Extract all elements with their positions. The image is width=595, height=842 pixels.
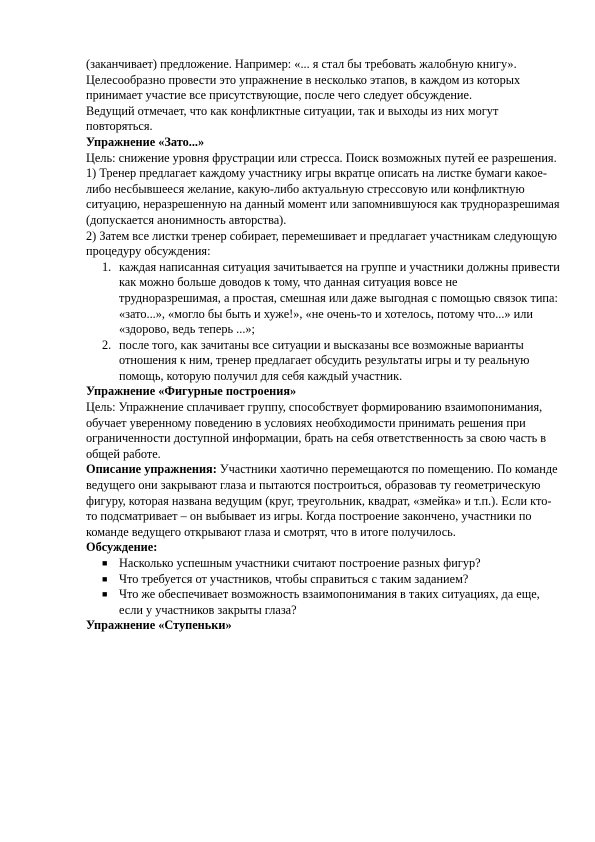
square-bullet-icon: ■ — [102, 573, 108, 584]
description-text: Участники хаотично перемещаются по помещению. По команде ведущего они закрывают глаза и пытаются построиться, образовав ту геометрическую фигуру, которая названа ведущим (круг, треугольник, квадрат, «змейка» и т.п.). Если кто-то подсматривает – он выбывает из игры. Когда построение закончено, участники по команде ведущего открывают глаза и смотрят, что в итоге получилось. — [86, 462, 558, 539]
exercise-heading-figures: Упражнение «Фигурные построения» — [86, 384, 297, 399]
exercise-goal-zato: Цель: снижение уровня фрустрации или стресса. Поиск возможных путей ее разрешения. — [86, 150, 557, 165]
square-bullet-icon: ■ — [102, 589, 108, 600]
paragraph-host-note: Ведущий отмечает, что как конфликтные ситуации, так и выходы из них могут повторяться. — [86, 103, 499, 134]
exercise-heading-zato: Упражнение «Зато...» — [86, 134, 205, 149]
list-item — [86, 556, 561, 572]
document-body — [86, 57, 561, 634]
list-number: 1. — [102, 259, 112, 274]
list-item-text: Насколько успешным участники считают построение разных фигур? — [119, 556, 481, 570]
paragraph-continuation: (заканчивает) предложение. Например: «... я стал бы требовать жалобную книгу». — [86, 57, 517, 71]
exercise-description — [86, 462, 561, 540]
numbered-list-item — [86, 260, 561, 338]
numbered-list — [86, 260, 561, 385]
numbered-list-item — [86, 338, 561, 385]
exercise-goal-figures: Цель: Упражнение сплачивает группу, способствует формированию взаимопонимания, обучает уверенному поведению в условиях необходимости принимать решения при ограниченности доступной информации, брать на себя ответственность за свою часть в общей работе. — [86, 400, 547, 461]
list-item-text: Что требуется от участников, чтобы справиться с таким заданием? — [119, 571, 469, 586]
paragraph-stages: Целесообразно провести это упражнение в несколько этапов, в каждом из которых принимает участие все присутствующие, после чего следует обсуждение. — [86, 72, 521, 103]
list-item-text: после того, как зачитаны все ситуации и высказаны все возможные варианты отношения к ним, тренер предлагает обсудить результаты игры и ту реальную помощь, которую получил для себя каждый участник. — [119, 337, 530, 383]
exercise-step-2: 2) Затем все листки тренер собирает, перемешивает и предлагает участникам следующую процедуру обсуждения: — [86, 228, 557, 259]
list-item — [86, 587, 561, 618]
list-item-text: Что же обеспечивает возможность взаимопонимания в таких ситуациях, да еще, если у участников закрыты глаза? — [119, 587, 540, 617]
list-number: 2. — [102, 337, 112, 352]
square-bullet-icon: ■ — [102, 558, 108, 568]
exercise-step-1: 1) Тренер предлагает каждому участнику игры вкратце описать на листке бумаги какое-либо несбывшееся желание, какую-либо актуальную стрессовую или конфликтную ситуацию, неразрешенную на данный момент или запомнившуюся как трудноразрешимая (допускается анонимность авторства). — [86, 166, 560, 227]
discussion-list — [86, 556, 561, 618]
exercise-heading-steps: Упражнение «Ступеньки» — [86, 618, 232, 633]
list-item-text: каждая написанная ситуация зачитывается на группе и участники должны привести как можно больше доводов к тому, что данная ситуация вовсе не трудноразрешимая, а простая, смешная или даже выгодная с помощью связок типа: «зато...», «могло бы быть и хуже!», «не очень-то и хотелось, потому что...» или «здорово, ведь теперь ...»; — [119, 259, 560, 337]
list-item — [86, 572, 561, 588]
discussion-label: Обсуждение: — [86, 540, 158, 555]
description-label: Описание упражнения: — [86, 462, 217, 477]
